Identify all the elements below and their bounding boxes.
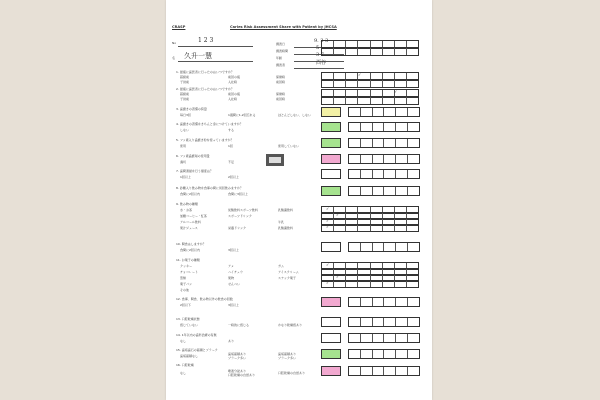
check-mark-icon: ✓ <box>394 89 398 94</box>
q11-option: チョコレート <box>180 270 198 274</box>
q12-score-grid[interactable] <box>348 297 420 307</box>
q15-score-grid[interactable] <box>348 349 420 359</box>
q1-option: 超級前 <box>180 75 190 79</box>
question-15-label: 15. 歯垢歯石の蓄積とプラーク <box>176 348 218 352</box>
q4-option: しない <box>180 128 190 132</box>
q7-risk-box[interactable] <box>321 169 341 179</box>
q9-option: 果汁ジュース <box>180 226 198 230</box>
q13-score-grid[interactable] <box>348 317 420 327</box>
q16-option: 口腔乾燥の自覚あり <box>228 373 256 377</box>
q16-risk-box[interactable] <box>321 366 341 376</box>
q4-score-grid[interactable] <box>348 122 420 132</box>
check-mark-icon: ✓ <box>336 274 340 279</box>
check-mark-icon: ✓ <box>326 262 330 267</box>
header-left-label: CRASP <box>172 25 186 29</box>
q11-option: 煎餅 <box>180 276 187 280</box>
q4-option: する <box>228 128 235 132</box>
q10-score-grid[interactable] <box>348 242 420 252</box>
question-9-label: 9. 飲み物の種類 <box>176 202 198 206</box>
page-title: Caries Risk Assessment Share with Patient by JHCSA <box>230 25 337 29</box>
check-mark-icon: ✓ <box>358 72 362 77</box>
question-13-label: 13. 口腔乾燥状態 <box>176 317 200 321</box>
q15-risk-box[interactable] <box>321 349 341 359</box>
field-label-time: 調査時間 <box>276 49 289 53</box>
check-mark-icon: ✓ <box>326 280 330 285</box>
name-label: 名 <box>172 56 176 60</box>
q11-option: クッキー <box>180 264 193 268</box>
question-14-label: 14. 1年以内の歯科治療の有無 <box>176 333 217 337</box>
field-value-date: 9. 2 3 <box>314 38 329 44</box>
q1-option: 入社時 <box>228 80 238 84</box>
q8-score-grid[interactable] <box>348 186 420 196</box>
check-mark-icon: ✓ <box>336 212 340 217</box>
q1-option: 保健時 <box>276 75 286 79</box>
q4-risk-box[interactable] <box>321 122 341 132</box>
check-mark-icon: ✓ <box>326 218 330 223</box>
q2-option: 前回時 <box>276 97 286 101</box>
q9-option: 炭酸飲料スポーツ飲料 <box>228 208 258 212</box>
q12-risk-box[interactable] <box>321 297 341 307</box>
q8-option: 食間に2回以内 <box>180 192 200 196</box>
q9-option: スポーツドリンク <box>228 214 252 218</box>
field-value-time: 5 <box>316 45 320 51</box>
toothpaste-photo <box>266 154 284 166</box>
field-label-age: 年齢 <box>276 56 283 60</box>
q5-option: 使用 <box>180 144 187 148</box>
field-label-date: 調査日 <box>276 42 286 46</box>
q11-option: ガム <box>278 264 285 268</box>
q7-score-grid[interactable] <box>348 169 420 179</box>
q15-option: プラーク多い <box>278 356 297 360</box>
name-underline <box>178 61 253 62</box>
q15-option: プラーク多い <box>228 356 247 360</box>
q15-option: 歯垢蓄積なし <box>180 354 199 358</box>
question-3-label: 3. 歯磨きの習慣の質量 <box>176 107 207 111</box>
q14-risk-box[interactable] <box>321 333 341 343</box>
number-underline <box>178 46 253 47</box>
q2-option: 保健時 <box>276 92 286 96</box>
q1-option: 前回時 <box>276 80 286 84</box>
q3-option: 毎日3回 <box>180 113 191 117</box>
q9-option: 水・お茶 <box>180 208 193 212</box>
q6-score-grid[interactable] <box>348 154 420 164</box>
q16-option: 唾液分泌あり <box>228 369 247 373</box>
q2-answer-grid-2[interactable] <box>321 96 419 105</box>
field-value-age: 3 7 <box>316 52 324 58</box>
q9-option: 栄養ドリンク <box>228 226 246 230</box>
q2-option: 子供前 <box>180 97 190 101</box>
q15-option: 歯垢蓄積あり <box>228 352 247 356</box>
question-1-label: 1. 最後に歯医者に行ったのはいつですか？ <box>176 70 234 74</box>
field-underline-examiner <box>294 68 344 69</box>
q15-option: 歯垢蓄積あり <box>278 352 297 356</box>
q11-option: スナック菓子 <box>278 276 296 280</box>
question-10-label: 10. 間食はしますか？ <box>176 242 206 246</box>
q11-option: 菓子パン <box>180 282 193 286</box>
q9-option: 牛乳 <box>278 220 285 224</box>
q1-answer-grid-2[interactable] <box>321 79 419 88</box>
q13-option: 一時的に感じる <box>228 323 250 327</box>
question-4-label: 4. 歯磨きの習慣をきちんと身につけていますか？ <box>176 122 243 126</box>
q6-option: 適切 <box>180 160 187 164</box>
q9-option: 加糖コーヒー・紅茶 <box>180 214 207 218</box>
q7-option: 1回以上 <box>180 175 191 179</box>
q11-option: その他 <box>180 288 190 292</box>
q11-option: せんべい <box>228 282 240 286</box>
q14-option: なし <box>180 339 187 343</box>
questionnaire-sheet <box>166 0 432 400</box>
q9-option: 乳酸菌飲料 <box>278 226 294 230</box>
question-5-label: 5. フッ素入り歯磨き粉を使っていますか？ <box>176 138 234 142</box>
check-mark-icon: ✓ <box>326 206 330 211</box>
field-value-examiner: 酉谷 <box>316 60 327 66</box>
q16-option: 口腔乾燥の自覚あり <box>278 371 306 375</box>
q11-option: アイスクリーム <box>278 270 299 274</box>
q11-option: アメ <box>228 264 234 268</box>
q3-option: ほとんどしない、しない <box>278 113 312 117</box>
question-6-label: 6. フッ素歯磨剤の使用量 <box>176 154 210 158</box>
q16-option: なし <box>180 371 187 375</box>
q6-option: 不足 <box>228 160 235 164</box>
number-value: 1 2 3 <box>198 37 214 44</box>
q5-option: 1回 <box>228 144 233 148</box>
q2-option: 入社時 <box>228 97 238 101</box>
q7-option: 2回以上 <box>228 175 239 179</box>
q3-score-grid[interactable] <box>348 107 420 117</box>
q13-risk-box[interactable] <box>321 317 341 327</box>
q3-risk-box[interactable] <box>321 107 341 117</box>
q13-option: かなり乾燥感あり <box>278 323 303 327</box>
q3-option: 1週間に1,2回忘れる <box>228 113 256 117</box>
question-11-label: 11. お菓子の種類 <box>176 258 200 262</box>
q10-option: 3回以上 <box>228 248 239 252</box>
q14-score-grid[interactable] <box>348 333 420 343</box>
q2-option: 前回の後 <box>228 92 241 96</box>
question-16-label: 16. 口腔乾燥 <box>176 363 194 367</box>
question-2-label: 2. 最後に歯医者に行ったのはいつですか？ <box>176 87 234 91</box>
number-label: No <box>172 41 177 45</box>
question-8-label: 8. 砂糖入り飲み物を食事の間に何回飲みますか？ <box>176 186 243 190</box>
question-7-label: 7. 歯間清掃を行う頻度は？ <box>176 169 213 173</box>
check-mark-icon: ✓ <box>326 224 330 229</box>
q16-score-grid[interactable] <box>348 366 420 376</box>
q11-option: 果物 <box>228 276 235 280</box>
q2-option: 超級前 <box>180 92 190 96</box>
q9-option: アルコール飲料 <box>180 220 201 224</box>
q12-option: 3回以上 <box>228 303 239 307</box>
q1-option: 子供前 <box>180 80 190 84</box>
q9-grid-4[interactable] <box>321 224 419 232</box>
q5-option: 使用していない <box>278 144 300 148</box>
q6-risk-box[interactable] <box>321 154 341 164</box>
name-value: 久升一慧 <box>184 52 212 60</box>
q12-option: 2回以下 <box>180 303 191 307</box>
q13-option: 感じていない <box>180 323 199 327</box>
q10-risk-box[interactable] <box>321 242 341 252</box>
field-label-examiner: 調査者 <box>276 63 286 67</box>
q11-option: ハイチュウ <box>228 270 243 274</box>
question-12-label: 12. 食事、間食、飲み物以外の飲食の回数 <box>176 297 233 301</box>
q14-option: あり <box>228 339 235 343</box>
q8-option: 食間に3回以上 <box>228 192 248 196</box>
q1-option: 前回の後 <box>228 75 241 79</box>
answer-grid-header-2 <box>321 47 419 56</box>
q10-option: 食間に2回以内 <box>180 248 200 252</box>
q11-grid-4[interactable] <box>321 280 419 288</box>
q9-option: 乳酸菌飲料 <box>278 208 294 212</box>
q8-risk-box[interactable] <box>321 186 341 196</box>
q5-risk-box[interactable] <box>321 138 341 148</box>
q5-score-grid[interactable] <box>348 138 420 148</box>
